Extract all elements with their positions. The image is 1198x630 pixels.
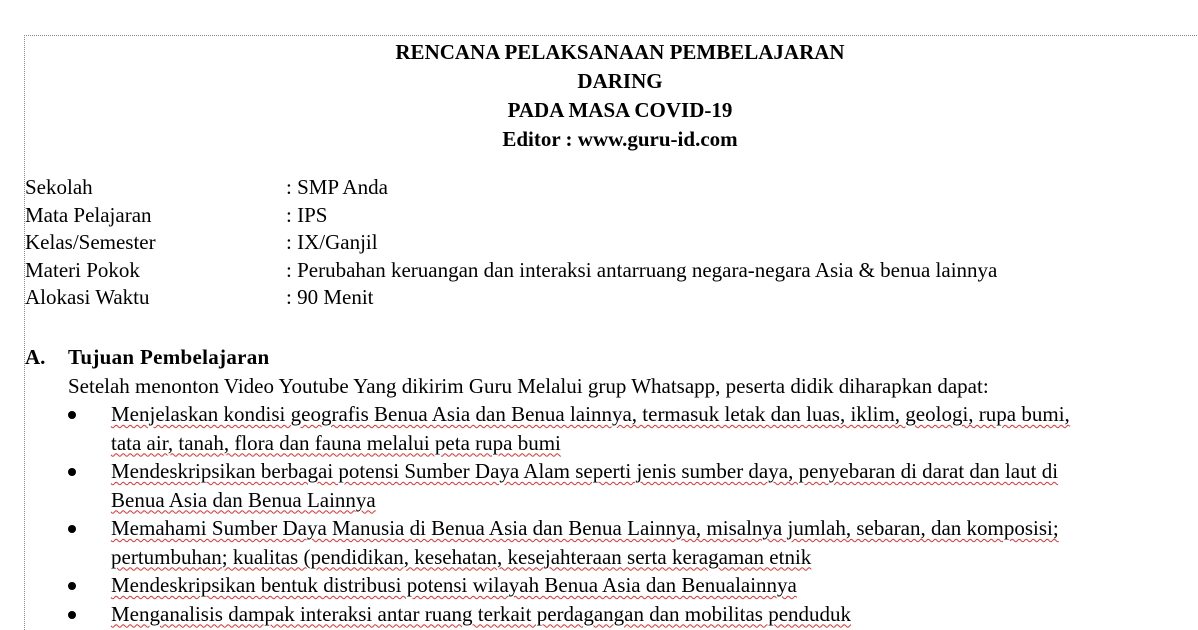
section-title: Tujuan Pembelajaran — [68, 345, 270, 369]
list-item — [25, 400, 1198, 457]
title-line-2: DARING — [577, 69, 663, 93]
info-label: Sekolah — [25, 175, 93, 199]
bullet-icon — [68, 468, 76, 476]
list-item — [25, 457, 1198, 514]
bullet-icon — [68, 611, 76, 619]
info-label: Alokasi Waktu — [25, 285, 150, 309]
info-label: Mata Pelajaran — [25, 202, 152, 227]
editor-line: Editor : www.guru-id.com — [502, 127, 738, 151]
section-heading — [25, 343, 1198, 372]
section-tujuan-pembelajaran — [25, 343, 1198, 628]
section-intro: Setelah menonton Video Youtube Yang dikirim Guru Melalui grup Whatsapp, peserta didik diharapkan dapat: — [68, 373, 989, 398]
document-page — [24, 35, 1198, 630]
info-label: Materi Pokok — [25, 257, 140, 282]
list-item-line: tata air, tanah, flora dan fauna melalui peta rupa bumi — [111, 430, 561, 455]
list-item-line: Benua Asia dan Benua Lainnya — [111, 487, 376, 512]
list-item-line: Memahami Sumber Daya Manusia di Benua Asia dan Benua Lainnya, misalnya jumlah, sebaran, dan komposisi; — [111, 516, 1059, 540]
bullet-icon — [68, 411, 76, 419]
info-label: Kelas/Semester — [25, 230, 156, 254]
list-item-line: Mendeskripsikan berbagai potensi Sumber Daya Alam seperti jenis sumber daya, penyebaran di darat dan laut di — [111, 459, 1059, 483]
title-line-3: PADA MASA COVID-19 — [507, 98, 733, 122]
list-item — [25, 514, 1198, 571]
info-value: : Perubahan keruangan dan interaksi antarruang negara-negara Asia & benua lainnya — [286, 257, 998, 282]
bullet-icon — [68, 525, 76, 533]
info-value: : IPS — [286, 202, 328, 227]
objective-list — [25, 400, 1198, 628]
list-item-line: pertumbuhan; kualitas (pendidikan, kesehatan, kesejahteraan serta keragaman etnik — [111, 544, 812, 569]
document-title — [25, 38, 1198, 154]
info-value: : 90 Menit — [286, 285, 374, 309]
list-item — [25, 600, 1198, 629]
list-item-line: Mendeskripsikan bentuk distribusi potensi wilayah Benua Asia dan Benualainnya — [111, 573, 797, 597]
info-value: : IX/Ganjil — [286, 230, 378, 254]
section-letter: A. — [25, 345, 46, 369]
list-item-line: Menganalisis dampak interaksi antar ruang terkait perdagangan dan mobilitas penduduk — [111, 601, 852, 626]
list-item-line: Menjelaskan kondisi geografis Benua Asia dan Benua lainnya, termasuk letak dan luas, iklim, geologi, rupa bumi, — [111, 402, 1070, 426]
list-item — [25, 571, 1198, 600]
bullet-icon — [68, 582, 76, 590]
info-value: : SMP Anda — [286, 175, 388, 199]
title-line-1: RENCANA PELAKSANAAN PEMBELAJARAN — [395, 40, 845, 64]
